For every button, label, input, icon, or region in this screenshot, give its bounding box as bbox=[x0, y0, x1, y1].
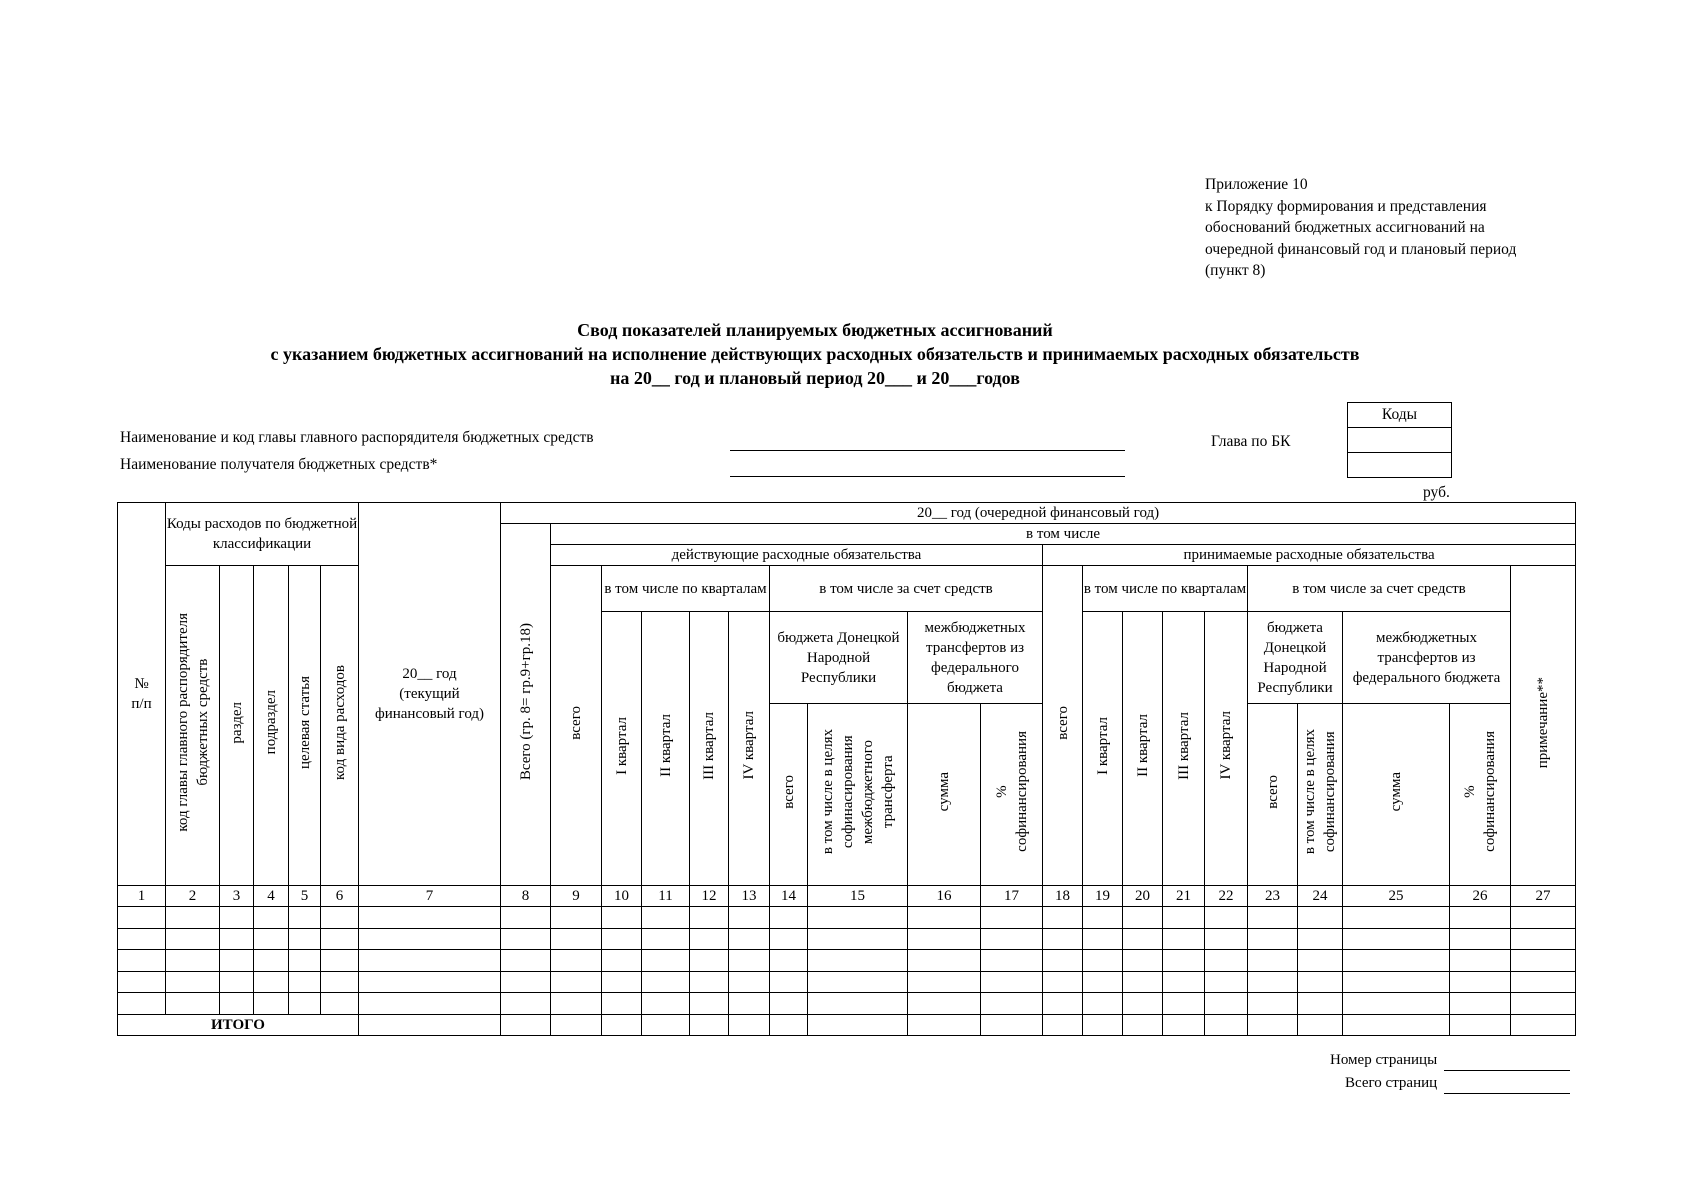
appendix-line: Приложение 10 bbox=[1205, 176, 1308, 193]
table-cell[interactable] bbox=[359, 993, 501, 1015]
table-cell[interactable] bbox=[1043, 907, 1083, 929]
table-cell[interactable] bbox=[602, 950, 642, 972]
total-cell[interactable] bbox=[1123, 1014, 1163, 1036]
table-cell[interactable] bbox=[729, 971, 770, 993]
table-cell[interactable] bbox=[254, 928, 289, 950]
table-cell[interactable] bbox=[220, 993, 254, 1015]
table-cell[interactable] bbox=[729, 907, 770, 929]
table-cell[interactable] bbox=[1248, 907, 1298, 929]
table-cell[interactable] bbox=[289, 928, 321, 950]
col-num-header: № п/п bbox=[118, 503, 166, 886]
accepted-q1-header: I квартал bbox=[1083, 612, 1123, 886]
column-number: 23 bbox=[1248, 886, 1298, 907]
accepted-by-quarters-header: в том числе по кварталам bbox=[1083, 566, 1248, 612]
table-cell[interactable] bbox=[642, 993, 690, 1015]
column-number: 16 bbox=[908, 886, 981, 907]
table-cell[interactable] bbox=[321, 993, 359, 1015]
document-title bbox=[0, 318, 1630, 390]
table-cell[interactable] bbox=[1248, 928, 1298, 950]
table-cell[interactable] bbox=[1083, 907, 1123, 929]
table-cell[interactable] bbox=[770, 971, 808, 993]
table-cell[interactable] bbox=[1248, 971, 1298, 993]
table-cell[interactable] bbox=[220, 971, 254, 993]
table-cell[interactable] bbox=[289, 907, 321, 929]
next-year-header: 20__ год (очередной финансовый год) bbox=[501, 503, 1576, 524]
appendix-line: обоснований бюджетных ассигнований на bbox=[1205, 219, 1485, 236]
accepted-by-sources-header: в том числе за счет средств bbox=[1248, 566, 1511, 612]
column-number: 8 bbox=[501, 886, 551, 907]
table-cell[interactable] bbox=[1298, 993, 1343, 1015]
table-cell[interactable] bbox=[1298, 971, 1343, 993]
table-cell[interactable] bbox=[770, 907, 808, 929]
total-cell[interactable] bbox=[729, 1014, 770, 1036]
active-mbt-summa-header: сумма bbox=[908, 704, 981, 886]
column-number: 2 bbox=[166, 886, 220, 907]
table-cell[interactable] bbox=[501, 971, 551, 993]
recipient-label: Наименование получателя бюджетных средств* bbox=[120, 456, 438, 473]
active-by-sources-header: в том числе за счет средств bbox=[770, 566, 1043, 612]
active-mbt-pct-header: % софинансирования bbox=[981, 704, 1043, 886]
title-line-3: на 20__ год и плановый период 20___ и 20___годов bbox=[610, 368, 1020, 388]
active-by-quarters-header: в том числе по кварталам bbox=[602, 566, 770, 612]
codes-group-header: Коды расходов по бюджетной классификации bbox=[166, 503, 359, 566]
table-cell[interactable] bbox=[1343, 993, 1450, 1015]
table-cell[interactable] bbox=[289, 950, 321, 972]
column-number: 25 bbox=[1343, 886, 1450, 907]
table-cell[interactable] bbox=[1123, 971, 1163, 993]
accepted-mbt-summa-header: сумма bbox=[1343, 704, 1450, 886]
total-cell[interactable] bbox=[1511, 1014, 1576, 1036]
table-row bbox=[118, 993, 1576, 1015]
total-cell[interactable] bbox=[1298, 1014, 1343, 1036]
table-cell[interactable] bbox=[1205, 950, 1248, 972]
table-cell[interactable] bbox=[981, 950, 1043, 972]
code-glava-header: код главы главного распорядителя бюджетных средств bbox=[166, 566, 220, 886]
table-cell[interactable] bbox=[551, 928, 602, 950]
table-cell[interactable] bbox=[770, 928, 808, 950]
total-cell[interactable] bbox=[690, 1014, 729, 1036]
vid-header: код вида расходов bbox=[321, 566, 359, 886]
table-cell[interactable] bbox=[642, 928, 690, 950]
table-cell[interactable] bbox=[166, 950, 220, 972]
table-cell[interactable] bbox=[1163, 971, 1205, 993]
table-cell[interactable] bbox=[166, 971, 220, 993]
table-cell[interactable] bbox=[602, 971, 642, 993]
appendix-note bbox=[1205, 174, 1516, 282]
table-cell[interactable] bbox=[690, 907, 729, 929]
table-cell[interactable] bbox=[908, 993, 981, 1015]
table-cell[interactable] bbox=[359, 971, 501, 993]
table-cell[interactable] bbox=[602, 907, 642, 929]
table-cell[interactable] bbox=[1298, 950, 1343, 972]
table-cell[interactable] bbox=[642, 971, 690, 993]
total-cell[interactable] bbox=[1450, 1014, 1511, 1036]
column-number: 24 bbox=[1298, 886, 1343, 907]
column-number: 18 bbox=[1043, 886, 1083, 907]
codes-box bbox=[1347, 402, 1452, 478]
table-cell[interactable] bbox=[1343, 928, 1450, 950]
total-cell[interactable] bbox=[602, 1014, 642, 1036]
table-cell[interactable] bbox=[1163, 993, 1205, 1015]
column-number: 12 bbox=[690, 886, 729, 907]
table-cell[interactable] bbox=[1083, 928, 1123, 950]
table-cell[interactable] bbox=[808, 971, 908, 993]
table-cell[interactable] bbox=[1298, 907, 1343, 929]
table-cell[interactable] bbox=[501, 928, 551, 950]
total-cell[interactable] bbox=[1205, 1014, 1248, 1036]
table-cell[interactable] bbox=[1511, 950, 1576, 972]
page-number-label: Номер страницы bbox=[1330, 1052, 1438, 1068]
table-cell[interactable] bbox=[1123, 907, 1163, 929]
table-cell[interactable] bbox=[808, 993, 908, 1015]
unit-label: руб. bbox=[1423, 484, 1450, 501]
table-cell[interactable] bbox=[1163, 907, 1205, 929]
table-cell[interactable] bbox=[1511, 928, 1576, 950]
total-cell[interactable] bbox=[981, 1014, 1043, 1036]
table-row bbox=[118, 907, 1576, 929]
table-cell[interactable] bbox=[808, 950, 908, 972]
table-cell[interactable] bbox=[289, 993, 321, 1015]
table-cell[interactable] bbox=[729, 993, 770, 1015]
table-cell[interactable] bbox=[908, 950, 981, 972]
table-cell[interactable] bbox=[908, 971, 981, 993]
table-cell[interactable] bbox=[981, 928, 1043, 950]
table-cell[interactable] bbox=[321, 971, 359, 993]
table-cell[interactable] bbox=[1511, 971, 1576, 993]
active-budget-vsego-header: всего bbox=[770, 704, 808, 886]
table-cell[interactable] bbox=[501, 993, 551, 1015]
total-cell[interactable] bbox=[1083, 1014, 1123, 1036]
table-cell[interactable] bbox=[729, 950, 770, 972]
table-cell[interactable] bbox=[254, 907, 289, 929]
column-number: 21 bbox=[1163, 886, 1205, 907]
title-line-2: с указанием бюджетных ассигнований на исполнение действующих расходных обязательств и принимаемых расходных обязательств bbox=[270, 344, 1360, 364]
table-cell[interactable] bbox=[1123, 950, 1163, 972]
column-number: 11 bbox=[642, 886, 690, 907]
active-q1-header: I квартал bbox=[602, 612, 642, 886]
column-number: 7 bbox=[359, 886, 501, 907]
appendix-line: к Порядку формирования и представления bbox=[1205, 197, 1487, 215]
column-number: 17 bbox=[981, 886, 1043, 907]
table-cell[interactable] bbox=[1511, 907, 1576, 929]
table-cell[interactable] bbox=[690, 971, 729, 993]
table-cell[interactable] bbox=[551, 907, 602, 929]
table-cell[interactable] bbox=[602, 928, 642, 950]
column-number: 19 bbox=[1083, 886, 1123, 907]
table-cell[interactable] bbox=[359, 907, 501, 929]
page-number-field[interactable] bbox=[1444, 1070, 1570, 1071]
table-cell[interactable] bbox=[220, 928, 254, 950]
table-cell[interactable] bbox=[551, 993, 602, 1015]
table-cell[interactable] bbox=[642, 907, 690, 929]
column-number-row bbox=[118, 886, 1576, 907]
table-cell[interactable] bbox=[1450, 993, 1511, 1015]
table-cell[interactable] bbox=[690, 928, 729, 950]
column-number: 14 bbox=[770, 886, 808, 907]
table-cell[interactable] bbox=[1450, 928, 1511, 950]
table-cell[interactable] bbox=[118, 971, 166, 993]
in-that-header: в том числе bbox=[551, 524, 1576, 545]
table-cell[interactable] bbox=[1343, 971, 1450, 993]
table-cell[interactable] bbox=[321, 950, 359, 972]
table-cell[interactable] bbox=[602, 993, 642, 1015]
table-cell[interactable] bbox=[118, 993, 166, 1015]
table-cell[interactable] bbox=[118, 928, 166, 950]
accepted-obligations-header: принимаемые расходные обязательства bbox=[1043, 545, 1576, 566]
table-cell[interactable] bbox=[1123, 928, 1163, 950]
active-mbt-fed-header: межбюджетных трансфертов из федерального бюджета bbox=[908, 612, 1043, 704]
table-cell[interactable] bbox=[1163, 950, 1205, 972]
table-cell[interactable] bbox=[254, 993, 289, 1015]
razdel-header: раздел bbox=[220, 566, 254, 886]
table-cell[interactable] bbox=[289, 971, 321, 993]
table-cell[interactable] bbox=[1205, 971, 1248, 993]
active-obligations-header: действующие расходные обязательства bbox=[551, 545, 1043, 566]
table-cell[interactable] bbox=[551, 950, 602, 972]
column-number: 13 bbox=[729, 886, 770, 907]
note-header: примечание** bbox=[1511, 566, 1576, 886]
accepted-budget-cofin-header: в том числе в целях софинансирования bbox=[1298, 704, 1343, 886]
gr-fill-line[interactable] bbox=[730, 450, 1125, 451]
appendix-line: очередной финансовый год и плановый период bbox=[1205, 240, 1517, 258]
table-cell[interactable] bbox=[321, 928, 359, 950]
column-number: 5 bbox=[289, 886, 321, 907]
column-number: 9 bbox=[551, 886, 602, 907]
table-cell[interactable] bbox=[981, 971, 1043, 993]
active-q4-header: IV квартал bbox=[729, 612, 770, 886]
table-cell[interactable] bbox=[359, 928, 501, 950]
table-cell[interactable] bbox=[770, 950, 808, 972]
table-cell[interactable] bbox=[808, 928, 908, 950]
table-row bbox=[118, 928, 1576, 950]
table-cell[interactable] bbox=[501, 907, 551, 929]
column-number: 4 bbox=[254, 886, 289, 907]
column-number: 3 bbox=[220, 886, 254, 907]
table-cell[interactable] bbox=[1205, 928, 1248, 950]
table-cell[interactable] bbox=[1450, 907, 1511, 929]
accepted-mbt-fed-header: межбюджетных трансфертов из федерального бюджета bbox=[1343, 612, 1511, 704]
total-cell[interactable] bbox=[1163, 1014, 1205, 1036]
total-label: ИТОГО bbox=[118, 1014, 359, 1036]
podrazdel-header: подраздел bbox=[254, 566, 289, 886]
table-cell[interactable] bbox=[1450, 950, 1511, 972]
celevaya-header: целевая статья bbox=[289, 566, 321, 886]
gr-label: Наименование и код главы главного распорядителя бюджетных средств bbox=[120, 429, 594, 446]
table-cell[interactable] bbox=[254, 971, 289, 993]
table-cell[interactable] bbox=[118, 950, 166, 972]
table-row bbox=[118, 971, 1576, 993]
total-cell[interactable] bbox=[359, 1014, 501, 1036]
total-col-header: Всего (гр. 8= гр.9+гр.18) bbox=[501, 524, 551, 886]
total-cell[interactable] bbox=[808, 1014, 908, 1036]
total-cell[interactable] bbox=[908, 1014, 981, 1036]
budget-table bbox=[117, 502, 1576, 1036]
table-cell[interactable] bbox=[551, 971, 602, 993]
table-cell[interactable] bbox=[770, 993, 808, 1015]
table-cell[interactable] bbox=[1450, 971, 1511, 993]
title-line-1: Свод показателей планируемых бюджетных ассигнований bbox=[577, 320, 1053, 340]
total-cell[interactable] bbox=[642, 1014, 690, 1036]
table-cell[interactable] bbox=[1248, 950, 1298, 972]
appendix-line: (пункт 8) bbox=[1205, 262, 1266, 279]
active-q2-header: II квартал bbox=[642, 612, 690, 886]
table-cell[interactable] bbox=[1163, 928, 1205, 950]
accepted-q4-header: IV квартал bbox=[1205, 612, 1248, 886]
table-cell[interactable] bbox=[359, 950, 501, 972]
total-cell[interactable] bbox=[1343, 1014, 1450, 1036]
column-number: 15 bbox=[808, 886, 908, 907]
table-cell[interactable] bbox=[1205, 993, 1248, 1015]
table-cell[interactable] bbox=[321, 907, 359, 929]
accepted-budget-dnr-header: бюджета Донецкой Народной Республики bbox=[1248, 612, 1343, 704]
active-budget-cofin-header: в том числе в целях софинасирования межбюджетного трансферта bbox=[808, 704, 908, 886]
accepted-q2-header: II квартал bbox=[1123, 612, 1163, 886]
column-number: 1 bbox=[118, 886, 166, 907]
column-number: 6 bbox=[321, 886, 359, 907]
table-cell[interactable] bbox=[166, 993, 220, 1015]
table-cell[interactable] bbox=[981, 907, 1043, 929]
column-number: 22 bbox=[1205, 886, 1248, 907]
codes-header: Коды bbox=[1348, 403, 1452, 428]
active-vsego-header: всего bbox=[551, 566, 602, 886]
accepted-q3-header: III квартал bbox=[1163, 612, 1205, 886]
table-cell[interactable] bbox=[908, 928, 981, 950]
table-cell[interactable] bbox=[166, 928, 220, 950]
table-cell[interactable] bbox=[1123, 993, 1163, 1015]
table-cell[interactable] bbox=[254, 950, 289, 972]
table-cell[interactable] bbox=[118, 907, 166, 929]
accepted-vsego-header: всего bbox=[1043, 566, 1083, 886]
total-cell[interactable] bbox=[501, 1014, 551, 1036]
table-cell[interactable] bbox=[981, 993, 1043, 1015]
column-number: 10 bbox=[602, 886, 642, 907]
table-cell[interactable] bbox=[690, 993, 729, 1015]
pages-total-label: Всего страниц bbox=[1345, 1075, 1438, 1091]
table-cell[interactable] bbox=[501, 950, 551, 972]
accepted-budget-vsego-header: всего bbox=[1248, 704, 1298, 886]
codes-extra-cell[interactable] bbox=[1348, 453, 1452, 478]
table-row bbox=[118, 950, 1576, 972]
table-cell[interactable] bbox=[808, 907, 908, 929]
codes-glava-cell[interactable] bbox=[1348, 428, 1452, 453]
total-cell[interactable] bbox=[551, 1014, 602, 1036]
total-cell[interactable] bbox=[1043, 1014, 1083, 1036]
active-budget-dnr-header: бюджета Донецкой Народной Республики bbox=[770, 612, 908, 704]
total-cell[interactable] bbox=[1248, 1014, 1298, 1036]
table-cell[interactable] bbox=[1343, 907, 1450, 929]
table-cell[interactable] bbox=[908, 907, 981, 929]
column-number: 27 bbox=[1511, 886, 1576, 907]
table-cell[interactable] bbox=[1043, 928, 1083, 950]
table-cell[interactable] bbox=[642, 950, 690, 972]
column-number: 20 bbox=[1123, 886, 1163, 907]
table-cell[interactable] bbox=[220, 950, 254, 972]
table-cell[interactable] bbox=[220, 907, 254, 929]
accepted-mbt-pct-header: % софинансирования bbox=[1450, 704, 1511, 886]
table-cell[interactable] bbox=[1511, 993, 1576, 1015]
table-cell[interactable] bbox=[1083, 993, 1123, 1015]
total-cell[interactable] bbox=[770, 1014, 808, 1036]
table-cell[interactable] bbox=[1205, 907, 1248, 929]
pages-total-field[interactable] bbox=[1444, 1093, 1570, 1094]
current-year-header: 20__ год (текущий финансовый год) bbox=[359, 503, 501, 886]
recipient-fill-line[interactable] bbox=[730, 476, 1125, 477]
table-cell[interactable] bbox=[1343, 950, 1450, 972]
table-cell[interactable] bbox=[1083, 950, 1123, 972]
active-q3-header: III квартал bbox=[690, 612, 729, 886]
table-cell[interactable] bbox=[690, 950, 729, 972]
table-cell[interactable] bbox=[1043, 950, 1083, 972]
table-cell[interactable] bbox=[166, 907, 220, 929]
table-cell[interactable] bbox=[1248, 993, 1298, 1015]
column-number: 26 bbox=[1450, 886, 1511, 907]
table-cell[interactable] bbox=[1298, 928, 1343, 950]
total-row bbox=[118, 1014, 1576, 1036]
table-cell[interactable] bbox=[1043, 993, 1083, 1015]
table-cell[interactable] bbox=[1083, 971, 1123, 993]
table-cell[interactable] bbox=[729, 928, 770, 950]
table-cell[interactable] bbox=[1043, 971, 1083, 993]
glava-label: Глава по БК bbox=[1211, 433, 1291, 450]
